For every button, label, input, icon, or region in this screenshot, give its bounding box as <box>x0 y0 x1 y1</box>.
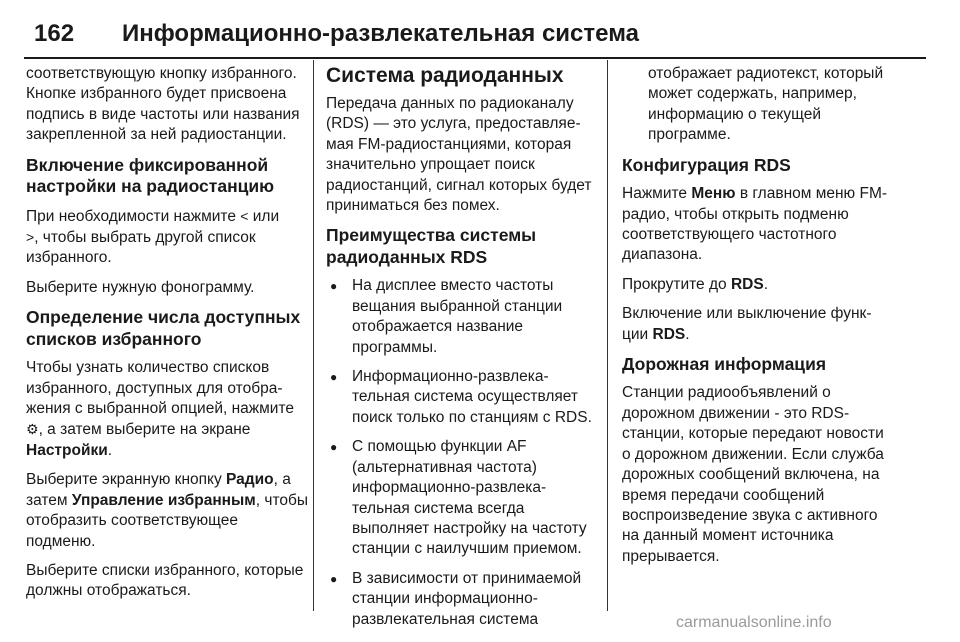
paragraph-toggle-rds: Включение или выключение функции RDS. <box>622 305 872 343</box>
paragraph-select-track: Выберите нужную фонограмму. <box>26 278 255 296</box>
column-left <box>26 64 308 611</box>
chevron-left-icon: < <box>240 207 249 224</box>
paragraph-radio-button: Выберите экранную кнопку Радио, а затем Управление избранным, чтобы отобразить соответствующее подменю. <box>26 471 309 550</box>
watermark: carmanualsonline.info <box>676 614 832 631</box>
list-item: ● С помощью функции AF (альтернативная частота) информационно-развлекательная система всегда выполняет настройку на частоту станции с наилучшим приемом. <box>326 437 598 559</box>
paragraph-scroll-rds: Прокрутите до RDS. <box>622 275 768 293</box>
paragraph-bullet-continuation: отображает радиотекст, который может содержать, например, информацию о текущей программе. <box>648 65 884 144</box>
label-rds-toggle: RDS <box>652 325 686 343</box>
paragraph-open-menu: Нажмите Меню в главном меню FM-радио, чтобы открыть подменю соответствующего частотного диапазона. <box>622 185 888 264</box>
header-divider <box>24 57 926 59</box>
label-radio: Радио <box>226 471 274 489</box>
label-menu: Меню <box>691 185 736 203</box>
page-number: 162 <box>34 20 75 47</box>
heading-count-lists: Определение числа доступных списков избранного <box>26 307 301 349</box>
page-header <box>0 0 960 58</box>
label-settings: Настройки <box>26 441 108 459</box>
chevron-right-icon: > <box>26 229 35 246</box>
paragraph-select-lists: Выберите списки избранного, которые должны отображаться. <box>26 561 304 600</box>
list-item: ● На дисплее вместо частоты вещания выбранной станции отображается название программы. <box>326 276 598 358</box>
paragraph-favourite-label: соответствующую кнопку избранного. Кнопке избранного будет присвоена подпись в виде частоты или названия закрепленной за ней радиостанции. <box>26 65 300 144</box>
paragraph-rds-intro: Передача данных по радиоканалу (RDS) — это услуга, предоставляемая FM-радиостанциями, которая значительно упрощает поиск радиостанций, сигнал которых будет приниматься без помех. <box>326 95 592 215</box>
heading-fixed-tuning: Включение фиксированной настройки на радиостанцию <box>26 154 275 197</box>
paragraph-count-lists: Чтобы узнать количество списков избранного, доступных для отображения с выбранной опцией, нажмите ⚙, а затем выберите на экране Настройки. <box>26 359 295 459</box>
rds-advantages-list <box>326 276 598 630</box>
list-item: ● Информационно-развлекательная система осуществляет поиск только по станциям с RDS. <box>326 367 598 428</box>
column-middle <box>326 64 598 639</box>
label-manage-favourites: Управление избранным <box>71 491 256 509</box>
column-divider-1 <box>313 60 314 611</box>
heading-rds-system: Система радиоданных <box>326 64 564 87</box>
page-title: Информационно-развлекательная система <box>122 20 639 47</box>
paragraph-traffic-info: Станции радиообъявлений о дорожном движении - это RDS-станции, которые передают новости о дорожном движении. Если служба дорожных сообщений включена, на время передачи сообщений воспроизведение звука с активного на данный момент источника прерывается. <box>622 384 884 565</box>
column-divider-2 <box>607 60 608 611</box>
label-rds: RDS <box>730 275 764 293</box>
settings-icon: ⚙ <box>26 421 39 438</box>
list-item: ● В зависимости от принимаемой станции информационно-развлекательная система <box>326 569 598 630</box>
heading-rds-advantages: Преимущества системы радиоданных RDS <box>326 225 537 267</box>
column-right <box>622 64 890 576</box>
heading-traffic-info: Дорожная информация <box>622 353 827 374</box>
paragraph-switch-list: При необходимости нажмите < или >, чтобы выбрать другой список избранного. <box>26 207 280 267</box>
heading-rds-config: Конфигурация RDS <box>622 154 791 175</box>
